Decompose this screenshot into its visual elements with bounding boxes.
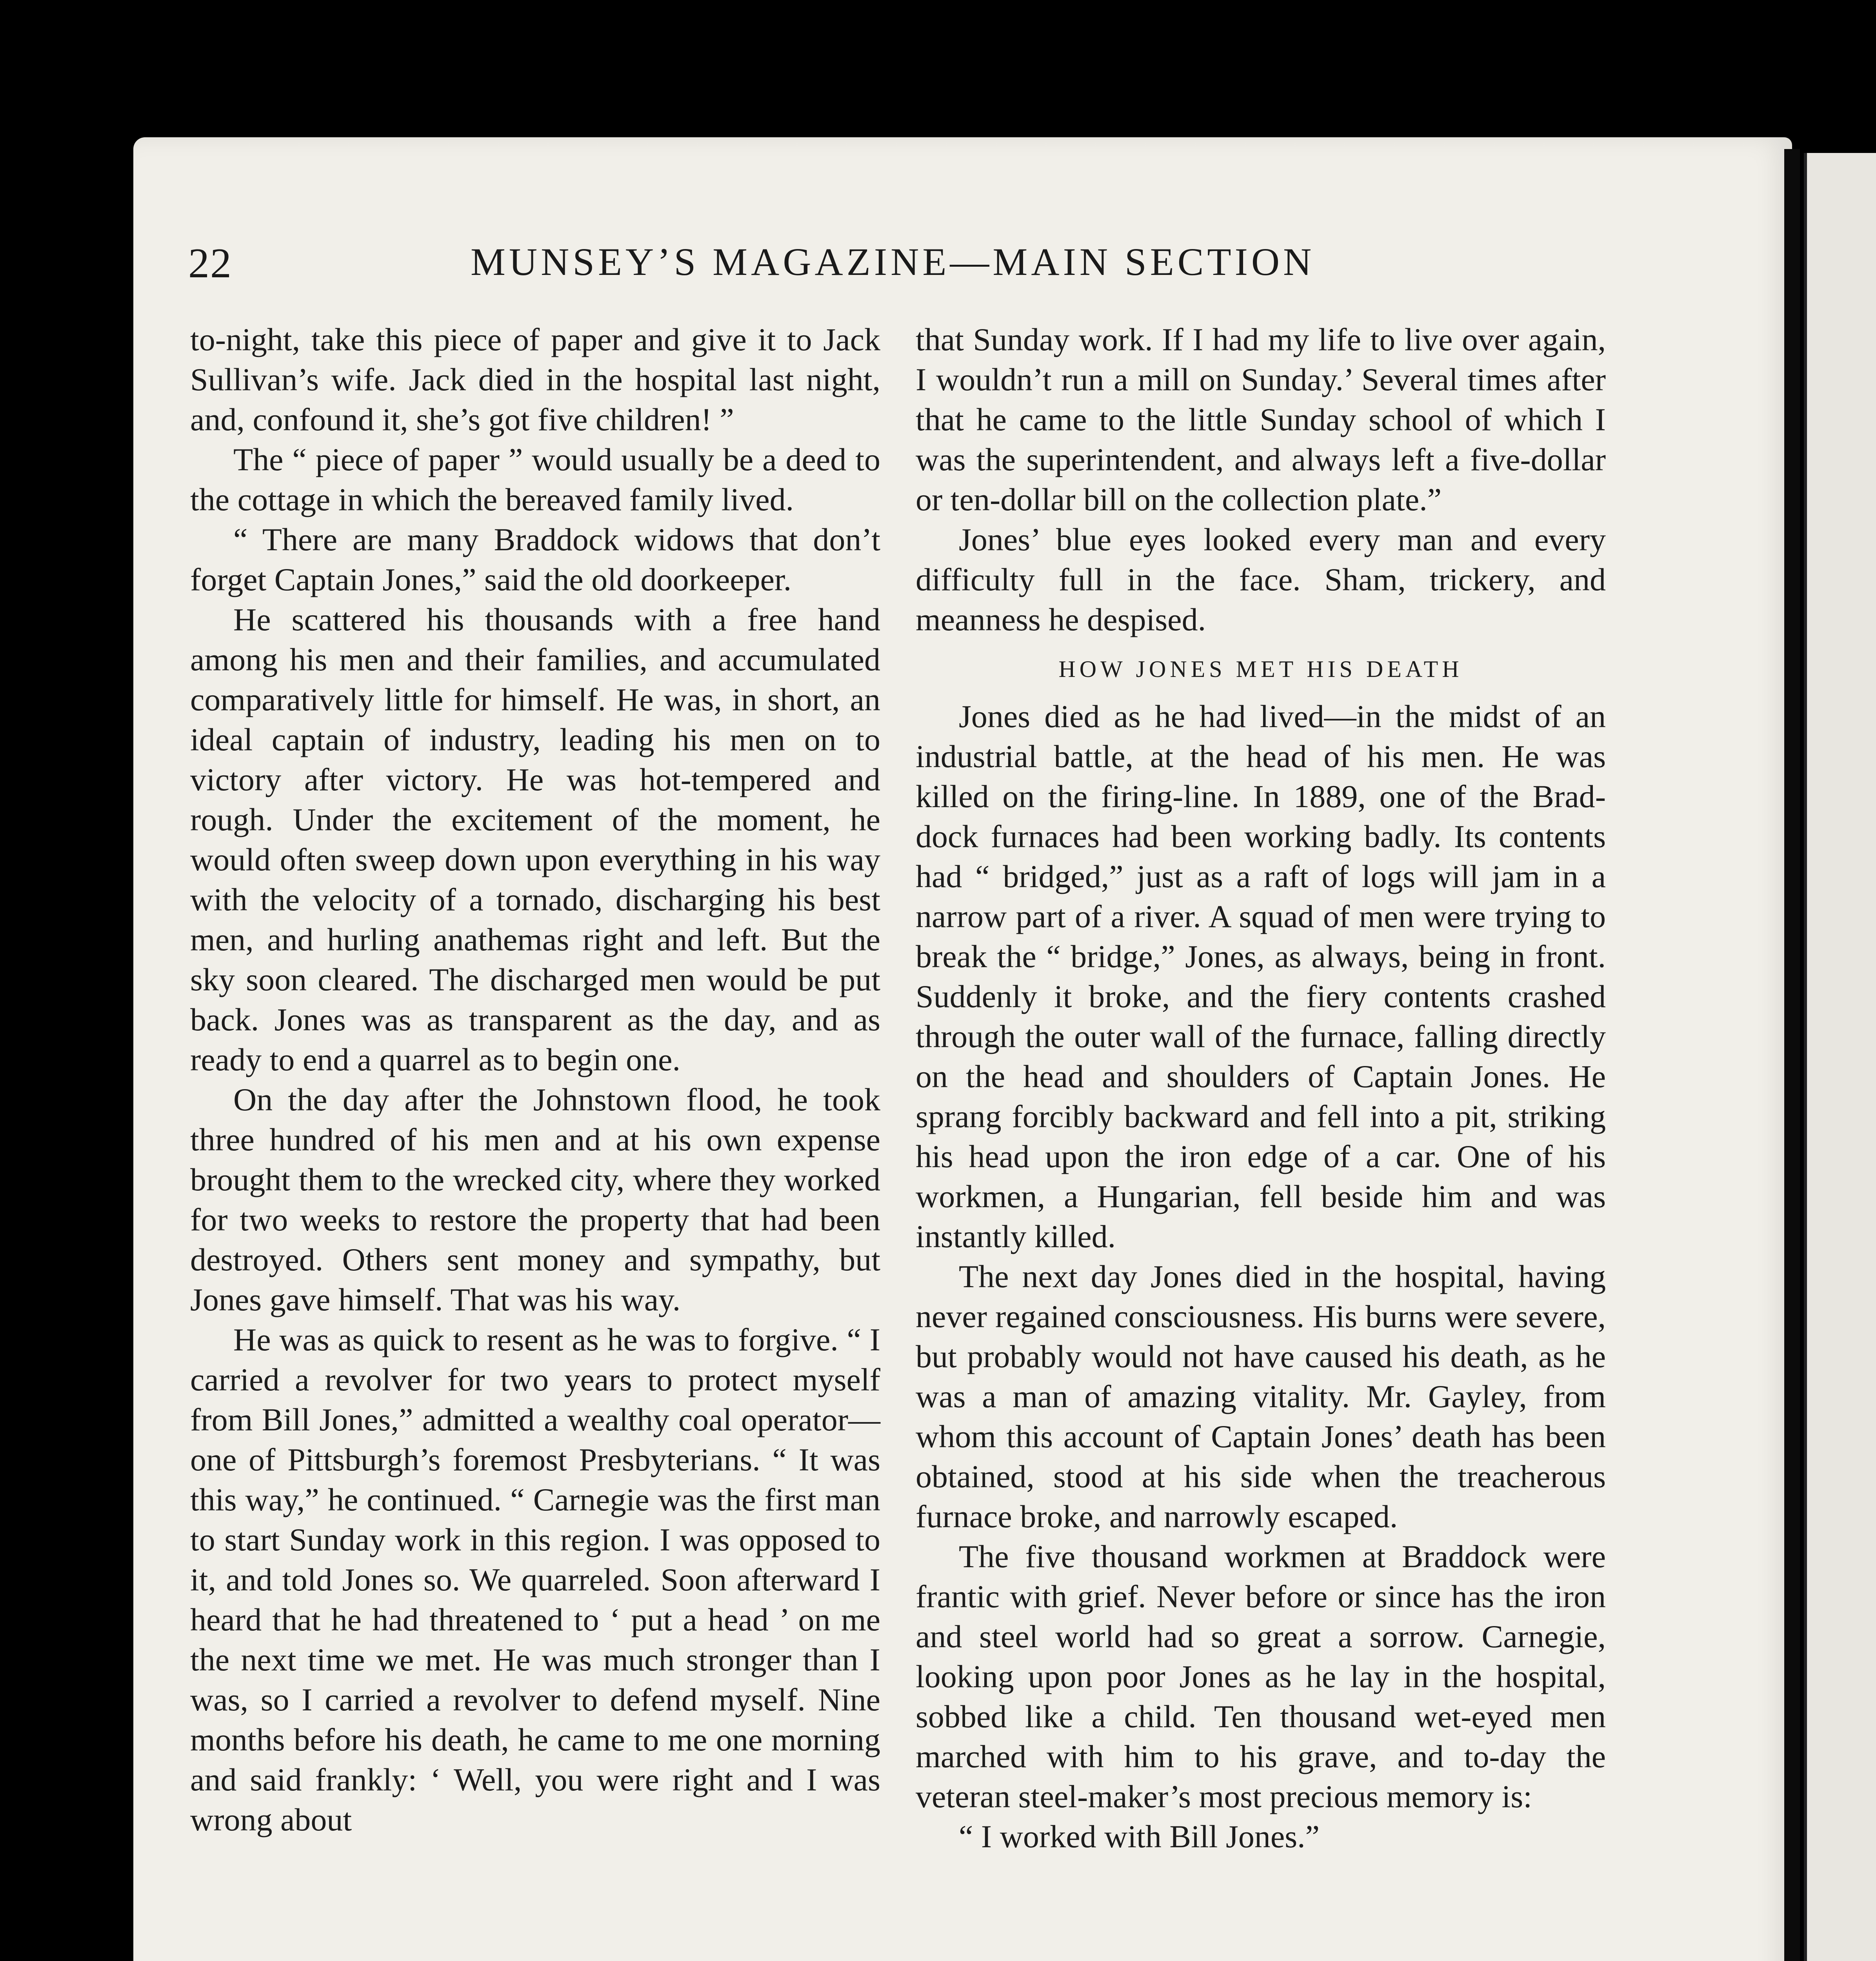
paragraph: “ There are many Braddock widows that don’t forget Captain Jones,” said the old doorkeeper. xyxy=(190,522,880,597)
paragraph: The five thousand workmen at Braddock were frantic with grief. Never before or since has the iron and steel world had so great a sorrow. Carnegie, looking upon poor Jones as he lay in the hospital, sobbed like a child. Ten thousand wet-eyed men marched with him to his grave, and to-day the veteran steel-maker’s most precious memory is: xyxy=(916,1539,1606,1814)
paragraph: Jones’ blue eyes looked every man and every difficulty full in the face. Sham, trickery, and meanness he despised. xyxy=(916,522,1606,637)
paragraph: He was as quick to resent as he was to forgive. “ I carried a revolver for two years to protect myself from Bill Jones,” admitted a wealthy coal operator—one of Pittsburgh’s foremost Presbyterians. “ It was this way,” he continued. “ Carnegie was the first man to start Sunday work in this region. I was opposed to it, and told Jones so. We quarreled. Soon afterward I heard that he had threatened to ‘ put a head ’ on me the next time we met. He was much stronger than I was, so I carried a revolver to defend myself. Nine months before his death, he came to me one morning and said frankly: ‘ Well, you were right and I was wrong about xyxy=(190,1322,880,1837)
paragraph: He scattered his thousands with a free hand among his men and their families, and accumulated comparatively little for himself. He was, in short, an ideal captain of industry, leading his men on to victory after victory. He was hot-tempered and rough. Under the excitement of the moment, he would often sweep down upon everything in his way with the velocity of a tornado, discharging his best men, and hurling anathemas right and left. But the sky soon cleared. The discharged men would be put back. Jones was as transparent as the day, and as ready to end a quarrel as to begin one. xyxy=(190,602,880,1077)
paragraph: Jones died as he had lived—in the midst of an industrial battle, at the head of his men. He was killed on the firing-line. In 1889, one of the Braddock furnaces had been working badly. Its contents had “ bridged,” just as a raft of logs will jam in a narrow part of a river. A squad of men were trying to break the “ bridge,” Jones, as always, being in front. Suddenly it broke, and the fiery contents crashed through the outer wall of the furnace, falling directly on the head and shoulders of Captain Jones. He sprang forcibly backward and fell into a pit, striking his head upon the iron edge of a car. One of his workmen, a Hungarian, fell beside him and was instantly killed. xyxy=(916,699,1606,1254)
adjacent-page-edge xyxy=(1804,153,1876,1961)
running-head: MUNSEY’S MAGAZINE—MAIN SECTION xyxy=(471,240,1315,284)
paragraph: The “ piece of paper ” would usually be a deed to the cottage in which the bereaved family lived. xyxy=(190,442,880,517)
paragraph: that Sunday work. If I had my life to live over again, I wouldn’t run a mill on Sunday.’ Several times after that he came to the little Sunday school of which I was the superintendent, and always left a five-dollar or ten-dollar bill on the collection plate.” xyxy=(916,322,1606,517)
section-subheading: HOW JONES MET HIS DEATH xyxy=(1058,656,1463,682)
paragraph: On the day after the Johnstown flood, he took three hundred of his men and at his own expense brought them to the wrecked city, where they worked for two weeks to restore the property that had been destroyed. Others sent money and sympathy, but Jones gave himself. That was his way. xyxy=(190,1082,880,1317)
closing-quote: “ I worked with Bill Jones.” xyxy=(959,1819,1320,1854)
page-gutter xyxy=(1784,149,1800,1961)
paragraph: to-night, take this piece of paper and give it to Jack Sullivan’s wife. Jack died in the hospital last night, and, confound it, she’s got five children! ” xyxy=(190,322,880,437)
page-number: 22 xyxy=(188,240,232,287)
left-column xyxy=(190,320,880,1840)
right-column xyxy=(916,320,1606,1857)
paragraph: The next day Jones died in the hospital, having never regained consciousness. His burns were severe, but probably would not have caused his death, as he was a man of amazing vitality. Mr. Gayley, from whom this account of Captain Jones’ death has been obtained, stood at his side when the treacherous furnace broke, and narrowly escaped. xyxy=(916,1259,1606,1534)
